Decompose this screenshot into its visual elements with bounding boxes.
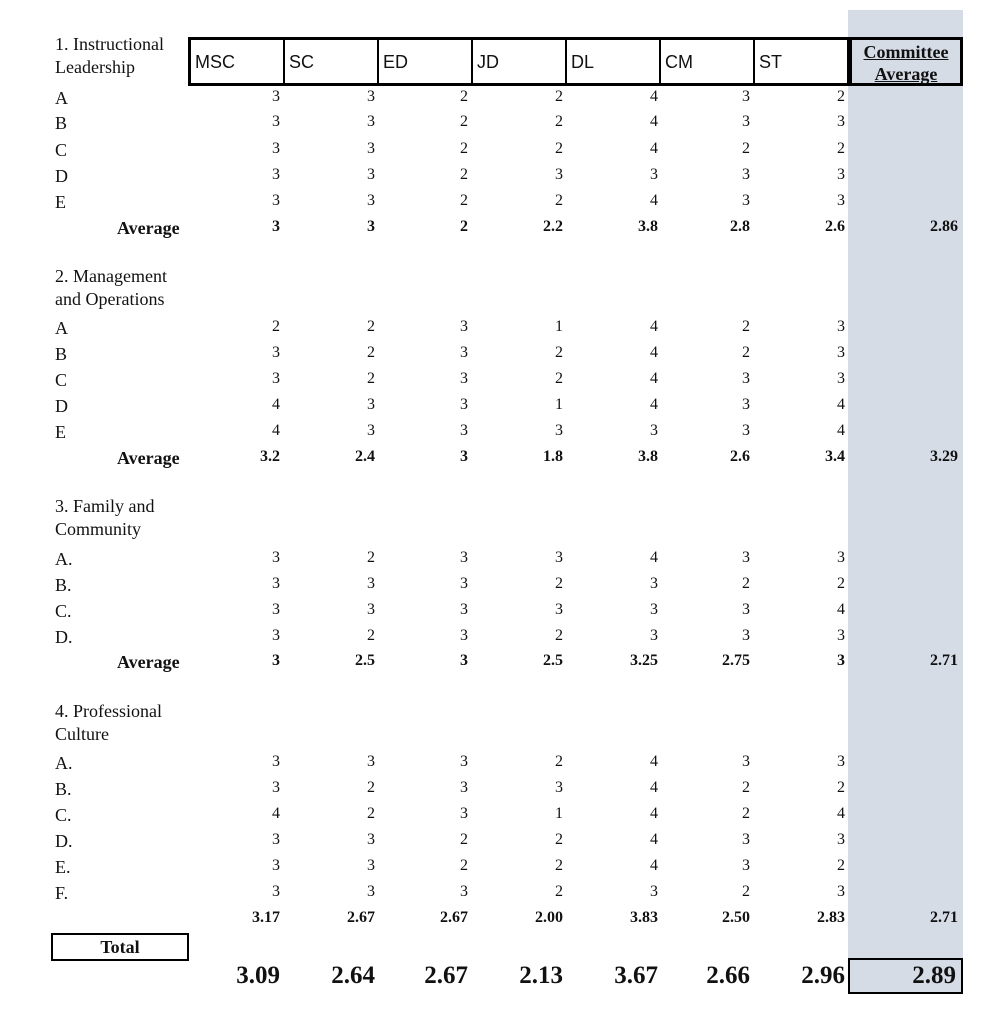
average-row [0, 218, 1004, 244]
score-cell: 2 [367, 549, 375, 566]
score-cell: 3 [367, 192, 375, 209]
score-cell: 3 [555, 166, 563, 183]
score-cell: 3 [837, 753, 845, 770]
score-cell: 2 [460, 857, 468, 874]
score-cell: 3 [460, 652, 468, 669]
score-cell: 3 [272, 370, 280, 387]
score-cell: 3 [837, 113, 845, 130]
average-row [0, 448, 1004, 474]
score-cell: 3 [460, 883, 468, 900]
score-cell: 4 [650, 113, 658, 130]
score-cell: 3 [742, 831, 750, 848]
score-cell: 3 [742, 88, 750, 105]
committee-average-value: 2.71 [930, 652, 958, 669]
score-cell: 2.5 [355, 652, 375, 669]
score-cell: 3 [272, 575, 280, 592]
row-label: E [55, 422, 66, 442]
score-cell: 3 [837, 883, 845, 900]
average-label: Average [117, 448, 180, 468]
score-cell: 2 [742, 140, 750, 157]
score-cell: 2.8 [730, 218, 750, 235]
score-cell: 2.75 [722, 652, 750, 669]
score-cell: 1 [555, 396, 563, 413]
score-cell: 2 [367, 805, 375, 822]
row-label: C [55, 370, 68, 390]
row-label: B. [55, 779, 72, 799]
score-cell: 3 [272, 218, 280, 235]
table-row [0, 344, 1004, 370]
table-row [0, 627, 1004, 653]
score-cell: 3 [742, 753, 750, 770]
header-msc: MSC [191, 40, 285, 83]
committee-average-value: 2.86 [930, 218, 958, 235]
section-title: 4. Professional Culture [55, 701, 162, 744]
score-cell: 4 [650, 318, 658, 335]
score-cell: 4 [837, 805, 845, 822]
score-cell: 3 [742, 166, 750, 183]
score-cell: 2 [742, 575, 750, 592]
score-cell: 4 [837, 396, 845, 413]
score-cell: 2 [837, 88, 845, 105]
score-cell: 3 [555, 549, 563, 566]
score-cell: 1 [555, 318, 563, 335]
table-row [0, 318, 1004, 344]
score-cell: 4 [650, 831, 658, 848]
score-cell: 3 [650, 601, 658, 618]
score-cell: 2 [555, 192, 563, 209]
score-cell: 3 [460, 575, 468, 592]
score-cell: 4 [650, 779, 658, 796]
table-row [0, 805, 1004, 831]
row-label: B [55, 113, 68, 133]
row-label: C. [55, 805, 72, 825]
score-cell: 3 [460, 779, 468, 796]
score-cell: 3 [367, 857, 375, 874]
score-cell: 2 [742, 779, 750, 796]
score-cell: 2 [555, 344, 563, 361]
committee-average-value: 3.29 [930, 448, 958, 465]
total-value: 3.09 [236, 962, 280, 989]
table-row [0, 831, 1004, 857]
score-cell: 3 [650, 575, 658, 592]
score-cell: 3 [272, 88, 280, 105]
score-cell: 2 [367, 779, 375, 796]
score-cell: 4 [650, 549, 658, 566]
score-cell: 2 [837, 575, 845, 592]
score-cell: 3 [272, 753, 280, 770]
score-cell: 3 [367, 218, 375, 235]
score-cell: 2 [837, 140, 845, 157]
score-cell: 3 [272, 140, 280, 157]
row-label: F. [55, 883, 69, 903]
score-cell: 3 [650, 627, 658, 644]
total-value: 2.67 [424, 962, 468, 989]
score-cell: 3 [367, 396, 375, 413]
score-cell: 2 [367, 370, 375, 387]
row-label: B [55, 344, 68, 364]
table-row [0, 883, 1004, 909]
score-cell: 2 [555, 627, 563, 644]
score-cell: 2 [460, 218, 468, 235]
score-cell: 3 [272, 344, 280, 361]
score-cell: 3 [837, 549, 845, 566]
score-cell: 3 [742, 370, 750, 387]
score-cell: 3 [367, 422, 375, 439]
score-cell: 3 [272, 857, 280, 874]
score-cell: 2 [555, 88, 563, 105]
score-cell: 3 [460, 448, 468, 465]
score-cell: 2.00 [535, 909, 563, 926]
score-cell: 3 [272, 831, 280, 848]
score-cell: 3.83 [630, 909, 658, 926]
score-cell: 3 [555, 422, 563, 439]
score-cell: 3 [742, 192, 750, 209]
score-cell: 3 [837, 627, 845, 644]
table-row [0, 575, 1004, 601]
row-label: C. [55, 601, 72, 621]
table-row [0, 857, 1004, 883]
score-cell: 3 [367, 88, 375, 105]
rater-header-row [188, 37, 850, 86]
row-label: D [55, 166, 68, 186]
score-cell: 2 [367, 318, 375, 335]
score-cell: 4 [650, 140, 658, 157]
table-row [0, 192, 1004, 218]
score-cell: 2 [837, 857, 845, 874]
score-cell: 2 [555, 831, 563, 848]
header-sc: SC [285, 40, 379, 83]
score-cell: 2 [460, 113, 468, 130]
score-cell: 3 [837, 318, 845, 335]
row-label: D [55, 396, 68, 416]
row-label: A [55, 88, 68, 108]
total-value: 2.96 [801, 962, 845, 989]
score-cell: 3 [367, 753, 375, 770]
row-label: E. [55, 857, 71, 877]
score-cell: 3 [555, 601, 563, 618]
average-label: Average [117, 218, 180, 238]
score-cell: 2 [742, 318, 750, 335]
score-cell: 3 [837, 652, 845, 669]
committee-header-line1: Committee [863, 42, 949, 62]
table-row [0, 601, 1004, 627]
score-cell: 3.2 [260, 448, 280, 465]
score-cell: 1.8 [543, 448, 563, 465]
score-cell: 3 [742, 601, 750, 618]
score-cell: 2 [555, 370, 563, 387]
grand-total: 2.89 [848, 958, 963, 994]
section-title: 2. Management and Operations [55, 266, 167, 309]
row-label: A. [55, 753, 73, 773]
score-cell: 4 [837, 601, 845, 618]
score-cell: 2 [555, 753, 563, 770]
score-cell: 3 [742, 857, 750, 874]
section-title: 1. Instructional Leadership [55, 34, 164, 77]
header-ed: ED [379, 40, 473, 83]
score-cell: 3 [272, 113, 280, 130]
score-cell: 2.2 [543, 218, 563, 235]
score-cell: 3 [272, 192, 280, 209]
table-row [0, 396, 1004, 422]
score-cell: 4 [650, 753, 658, 770]
average-row [0, 909, 1004, 935]
table-row [0, 422, 1004, 448]
score-cell: 2 [555, 575, 563, 592]
score-cell: 3.4 [825, 448, 845, 465]
score-cell: 4 [650, 344, 658, 361]
score-cell: 2 [460, 166, 468, 183]
score-cell: 3.8 [638, 448, 658, 465]
average-label: Average [117, 652, 180, 672]
score-cell: 2 [555, 883, 563, 900]
score-cell: 3 [460, 753, 468, 770]
table-row [0, 549, 1004, 575]
score-cell: 3 [460, 627, 468, 644]
score-cell: 2 [367, 627, 375, 644]
score-cell: 3 [460, 549, 468, 566]
score-cell: 3 [367, 140, 375, 157]
total-value: 2.13 [519, 962, 563, 989]
score-cell: 2.67 [440, 909, 468, 926]
score-cell: 3.8 [638, 218, 658, 235]
score-cell: 2.83 [817, 909, 845, 926]
score-cell: 3 [460, 422, 468, 439]
score-cell: 4 [650, 370, 658, 387]
header-cm: CM [661, 40, 755, 83]
header-jd: JD [473, 40, 567, 83]
score-cell: 4 [272, 805, 280, 822]
score-cell: 3 [837, 370, 845, 387]
score-cell: 3 [367, 113, 375, 130]
score-cell: 3 [742, 549, 750, 566]
score-cell: 3 [460, 318, 468, 335]
score-cell: 3 [272, 601, 280, 618]
score-cell: 2 [460, 192, 468, 209]
score-cell: 4 [837, 422, 845, 439]
score-cell: 3 [272, 549, 280, 566]
score-cell: 3 [742, 422, 750, 439]
score-cell: 2.5 [543, 652, 563, 669]
score-cell: 3 [837, 344, 845, 361]
score-cell: 2 [555, 140, 563, 157]
score-cell: 2 [460, 140, 468, 157]
row-label: D. [55, 627, 73, 647]
table-row [0, 753, 1004, 779]
row-label: E [55, 192, 66, 212]
score-cell: 3 [367, 166, 375, 183]
table-row [0, 370, 1004, 396]
score-cell: 4 [650, 396, 658, 413]
score-cell: 3 [367, 575, 375, 592]
score-cell: 3 [272, 652, 280, 669]
total-value: 3.67 [614, 962, 658, 989]
score-cell: 3 [460, 601, 468, 618]
row-label: C [55, 140, 68, 160]
score-cell: 2 [837, 779, 845, 796]
score-cell: 3 [650, 422, 658, 439]
score-cell: 3 [837, 166, 845, 183]
score-cell: 4 [650, 805, 658, 822]
score-cell: 3 [367, 831, 375, 848]
row-label: A. [55, 549, 73, 569]
score-cell: 2 [742, 805, 750, 822]
score-cell: 4 [272, 422, 280, 439]
score-cell: 2.6 [825, 218, 845, 235]
score-cell: 3 [460, 396, 468, 413]
score-cell: 3 [555, 779, 563, 796]
score-cell: 2 [460, 831, 468, 848]
section-title: 3. Family and Community [55, 496, 155, 539]
score-cell: 2 [742, 344, 750, 361]
score-cell: 3 [460, 344, 468, 361]
score-cell: 3.25 [630, 652, 658, 669]
total-value: 2.64 [331, 962, 375, 989]
table-row [0, 113, 1004, 139]
table-row [0, 166, 1004, 192]
score-cell: 4 [650, 88, 658, 105]
score-cell: 3 [367, 883, 375, 900]
score-cell: 3 [367, 601, 375, 618]
row-label: D. [55, 831, 73, 851]
header-dl: DL [567, 40, 661, 83]
score-cell: 2 [742, 883, 750, 900]
total-value: 2.66 [706, 962, 750, 989]
committee-header-line2: Average [874, 64, 938, 84]
score-cell: 3 [460, 805, 468, 822]
score-cell: 3 [650, 883, 658, 900]
average-row [0, 652, 1004, 678]
score-cell: 3 [650, 166, 658, 183]
score-cell: 2 [555, 113, 563, 130]
score-cell: 3 [272, 166, 280, 183]
score-cell: 3 [272, 779, 280, 796]
score-cell: 2 [272, 318, 280, 335]
total-label: Total [51, 933, 189, 961]
score-cell: 2 [555, 857, 563, 874]
score-cell: 2.4 [355, 448, 375, 465]
row-label: A [55, 318, 68, 338]
score-cell: 3 [742, 396, 750, 413]
score-cell: 3 [460, 370, 468, 387]
committee-average-value: 2.71 [930, 909, 958, 926]
score-cell: 1 [555, 805, 563, 822]
score-cell: 4 [272, 396, 280, 413]
table-row [0, 88, 1004, 114]
score-cell: 3 [837, 192, 845, 209]
score-cell: 3.17 [252, 909, 280, 926]
score-cell: 4 [650, 857, 658, 874]
score-cell: 2 [460, 88, 468, 105]
score-cell: 3 [272, 883, 280, 900]
score-cell: 3 [272, 627, 280, 644]
score-cell: 3 [837, 831, 845, 848]
score-cell: 2.50 [722, 909, 750, 926]
header-st: ST [759, 52, 783, 72]
score-cell: 2.67 [347, 909, 375, 926]
row-label: B. [55, 575, 72, 595]
score-cell: 3 [742, 113, 750, 130]
table-row [0, 140, 1004, 166]
score-cell: 2 [367, 344, 375, 361]
score-cell: 3 [742, 627, 750, 644]
score-cell: 4 [650, 192, 658, 209]
committee-average-header [849, 37, 963, 86]
score-cell: 2.6 [730, 448, 750, 465]
table-row [0, 779, 1004, 805]
